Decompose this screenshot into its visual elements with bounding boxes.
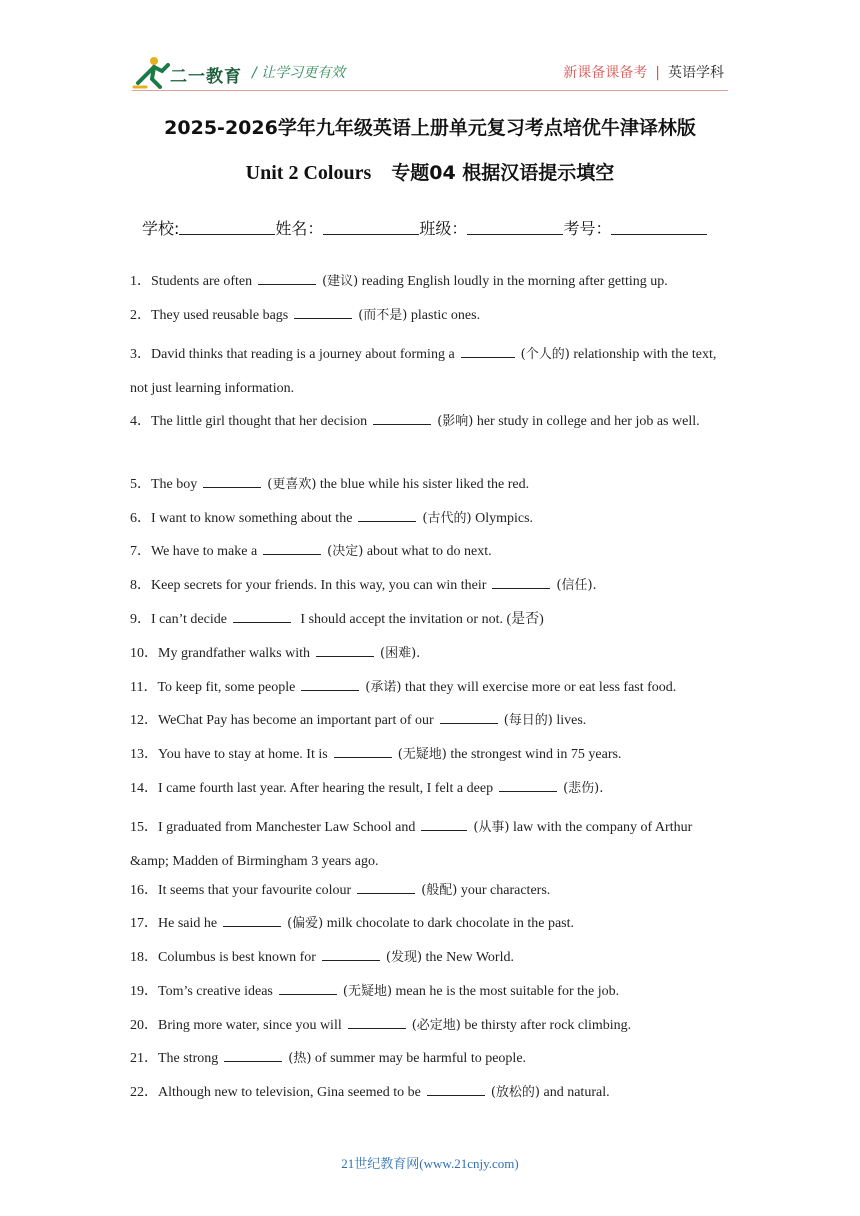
header-subject	[563, 62, 724, 82]
question-number: 8．	[130, 578, 151, 593]
question-number: 20．	[130, 1018, 158, 1033]
question-text-after: her study in college and her job as well.	[476, 414, 700, 429]
answer-blank[interactable]	[223, 912, 281, 927]
question-item	[130, 270, 730, 292]
question-item	[130, 338, 730, 406]
document-title: 2025-2026学年九年级英语上册单元复习考点培优牛津译林版	[164, 117, 696, 139]
answer-blank[interactable]	[357, 879, 415, 894]
question-number: 7．	[130, 544, 151, 559]
question-item	[130, 642, 730, 664]
question-text-after: reading English loudly in the morning after getting up.	[361, 274, 668, 289]
answer-blank[interactable]	[440, 709, 498, 724]
chinese-hint: (更喜欢)	[267, 477, 317, 492]
question-text-after: and natural.	[543, 1085, 610, 1100]
question-item	[130, 912, 730, 934]
question-text-after: mean he is the most suitable for the job.	[395, 984, 620, 999]
question-number: 9．	[130, 612, 151, 627]
chinese-hint: (悲伤).	[563, 781, 604, 796]
chinese-hint: (困难).	[380, 646, 421, 661]
question-item	[130, 709, 730, 731]
question-text-before: The little girl thought that her decision	[151, 414, 368, 429]
answer-blank[interactable]	[334, 743, 392, 758]
answer-blank[interactable]	[263, 540, 321, 555]
chinese-hint: (建议)	[322, 274, 359, 289]
header-separator: |	[655, 65, 660, 81]
question-text-before: David thinks that reading is a journey about forming a	[151, 347, 455, 362]
question-number: 17．	[130, 916, 158, 931]
chinese-hint: (无疑地)	[397, 747, 447, 762]
name-field[interactable]	[323, 216, 419, 235]
question-number: 14．	[130, 781, 158, 796]
question-text-before: You have to stay at home. It is	[158, 747, 328, 762]
question-number: 1．	[130, 274, 151, 289]
question-item	[130, 405, 730, 439]
class-field[interactable]	[467, 216, 563, 235]
header-course-label: 新课备课备考	[563, 65, 648, 81]
answer-blank[interactable]	[348, 1014, 406, 1029]
question-text-after: Olympics.	[475, 511, 534, 526]
question-text-after: the blue while his sister liked the red.	[319, 477, 530, 492]
question-text-after: your characters.	[460, 883, 551, 898]
topic-title: 专题04 根据汉语提示填空	[391, 162, 615, 184]
question-text-after: milk chocolate to dark chocolate in the past.	[326, 916, 574, 931]
header-divider	[132, 90, 728, 91]
question-text-before: I came fourth last year. After hearing the result, I felt a deep	[158, 781, 494, 796]
question-item	[130, 1014, 730, 1036]
chinese-hint: (古代的)	[422, 511, 472, 526]
answer-blank[interactable]	[233, 608, 291, 623]
question-text-after: the strongest wind in 75 years.	[450, 747, 622, 762]
question-item	[130, 676, 730, 698]
question-item	[130, 811, 730, 879]
question-text-before: It seems that your favourite colour	[158, 883, 352, 898]
question-number: 21．	[130, 1051, 158, 1066]
chinese-hint: (信任).	[556, 578, 597, 593]
question-number: 18．	[130, 950, 158, 965]
question-text-after: law with the company of Arthur &amp; Madden of Birmingham 3 years ago.	[130, 820, 693, 869]
chinese-hint: (热)	[288, 1051, 312, 1066]
question-number: 11．	[130, 680, 158, 695]
question-text-after: plastic ones.	[410, 308, 481, 323]
answer-blank[interactable]	[499, 777, 557, 792]
question-number: 10．	[130, 646, 158, 661]
question-text-before: Although new to television, Gina seemed to be	[158, 1085, 421, 1100]
answer-blank[interactable]	[322, 946, 380, 961]
question-item	[130, 574, 730, 596]
question-number: 13．	[130, 747, 158, 762]
logo-text: 二一教育	[170, 67, 242, 87]
question-text-before: He said he	[158, 916, 218, 931]
question-item	[130, 608, 730, 630]
question-item	[130, 879, 730, 901]
question-text-before: Tom’s creative ideas	[158, 984, 273, 999]
question-text-before: Students are often	[151, 274, 253, 289]
question-item	[130, 777, 730, 799]
answer-blank[interactable]	[373, 410, 431, 425]
slogan: / 让学习更有效	[252, 65, 346, 81]
answer-blank[interactable]	[301, 676, 359, 691]
number-label: 考号：	[563, 219, 612, 238]
question-number: 3．	[130, 347, 151, 362]
question-text-before: WeChat Pay has become an important part of our	[158, 713, 434, 728]
unit-title: Unit 2 Colours	[245, 162, 372, 184]
chinese-hint: (般配)	[421, 883, 458, 898]
name-label: 姓名：	[275, 219, 324, 238]
answer-blank[interactable]	[279, 980, 337, 995]
class-label: 班级：	[419, 219, 468, 238]
question-item	[130, 473, 730, 495]
question-number: 19．	[130, 984, 158, 999]
question-item	[130, 743, 730, 765]
page-footer: 21世纪教育网(www.21cnjy.com)	[341, 1156, 519, 1171]
chinese-hint: (偏爱)	[287, 916, 324, 931]
answer-blank[interactable]	[358, 507, 416, 522]
question-number: 16．	[130, 883, 158, 898]
question-item	[130, 304, 730, 326]
answer-blank[interactable]	[427, 1081, 485, 1096]
question-number: 15．	[130, 820, 158, 835]
question-text-before: Columbus is best known for	[158, 950, 316, 965]
question-text-after: relationship with the text, not just learning information.	[130, 347, 717, 396]
answer-blank[interactable]	[316, 642, 374, 657]
question-number: 12．	[130, 713, 158, 728]
question-item	[130, 507, 730, 529]
answer-blank[interactable]	[421, 816, 467, 831]
question-text-before: The strong	[158, 1051, 219, 1066]
answer-blank[interactable]	[492, 574, 550, 589]
question-number: 4．	[130, 414, 151, 429]
question-text-before: I can’t decide	[151, 612, 227, 627]
document-subtitle	[0, 158, 860, 185]
chinese-hint: (影响)	[437, 414, 474, 429]
question-number: 6．	[130, 511, 151, 526]
school-field[interactable]	[179, 216, 275, 235]
question-text-before: To keep fit, some people	[157, 680, 296, 695]
question-text-before: I graduated from Manchester Law School and	[158, 820, 416, 835]
chinese-hint: (每日的)	[503, 713, 553, 728]
student-info-line	[142, 216, 707, 239]
question-text-before: We have to make a	[151, 544, 258, 559]
page-header	[0, 0, 860, 100]
school-label: 学校:	[142, 219, 180, 238]
question-item	[130, 1081, 730, 1103]
answer-blank[interactable]	[294, 304, 352, 319]
chinese-hint: (放松的)	[490, 1085, 540, 1100]
question-text-before: I want to know something about the	[151, 511, 353, 526]
chinese-hint: (决定)	[327, 544, 364, 559]
chinese-hint: (而不是)	[358, 308, 408, 323]
chinese-hint: (无疑地)	[342, 984, 393, 999]
chinese-hint: (必定地)	[411, 1018, 461, 1033]
question-text-after: about what to do next.	[366, 544, 492, 559]
chinese-hint: (个人的)	[520, 347, 570, 362]
question-text-before: Keep secrets for your friends. In this way, you can win their	[151, 578, 487, 593]
question-text-after: lives.	[556, 713, 587, 728]
question-text-after: be thirsty after rock climbing.	[464, 1018, 632, 1033]
question-number: 22．	[130, 1085, 158, 1100]
chinese-hint: (承诺)	[365, 680, 402, 695]
question-text-after: I should accept the invitation or not. (是否)	[300, 612, 544, 627]
question-text-after: the New World.	[425, 950, 514, 965]
header-subject-label: 英语学科	[668, 65, 724, 81]
question-item	[130, 540, 730, 562]
question-text-before: The boy	[151, 477, 198, 492]
question-item	[130, 980, 730, 1002]
chinese-hint: (从事)	[473, 820, 510, 835]
question-text-before: They used reusable bags	[151, 308, 289, 323]
number-field[interactable]	[611, 216, 707, 235]
question-text-after: that they will exercise more or eat less fast food.	[404, 680, 677, 695]
question-text-before: Bring more water, since you will	[158, 1018, 342, 1033]
question-number: 5．	[130, 477, 151, 492]
answer-blank[interactable]	[224, 1047, 282, 1062]
answer-blank[interactable]	[258, 270, 316, 285]
question-number: 2．	[130, 308, 151, 323]
question-text-before: My grandfather walks with	[158, 646, 311, 661]
answer-blank[interactable]	[203, 473, 261, 488]
answer-blank[interactable]	[461, 343, 515, 358]
chinese-hint: (发现)	[385, 950, 423, 965]
question-item	[130, 1047, 730, 1069]
question-item	[130, 946, 730, 968]
question-text-after: of summer may be harmful to people.	[314, 1051, 527, 1066]
